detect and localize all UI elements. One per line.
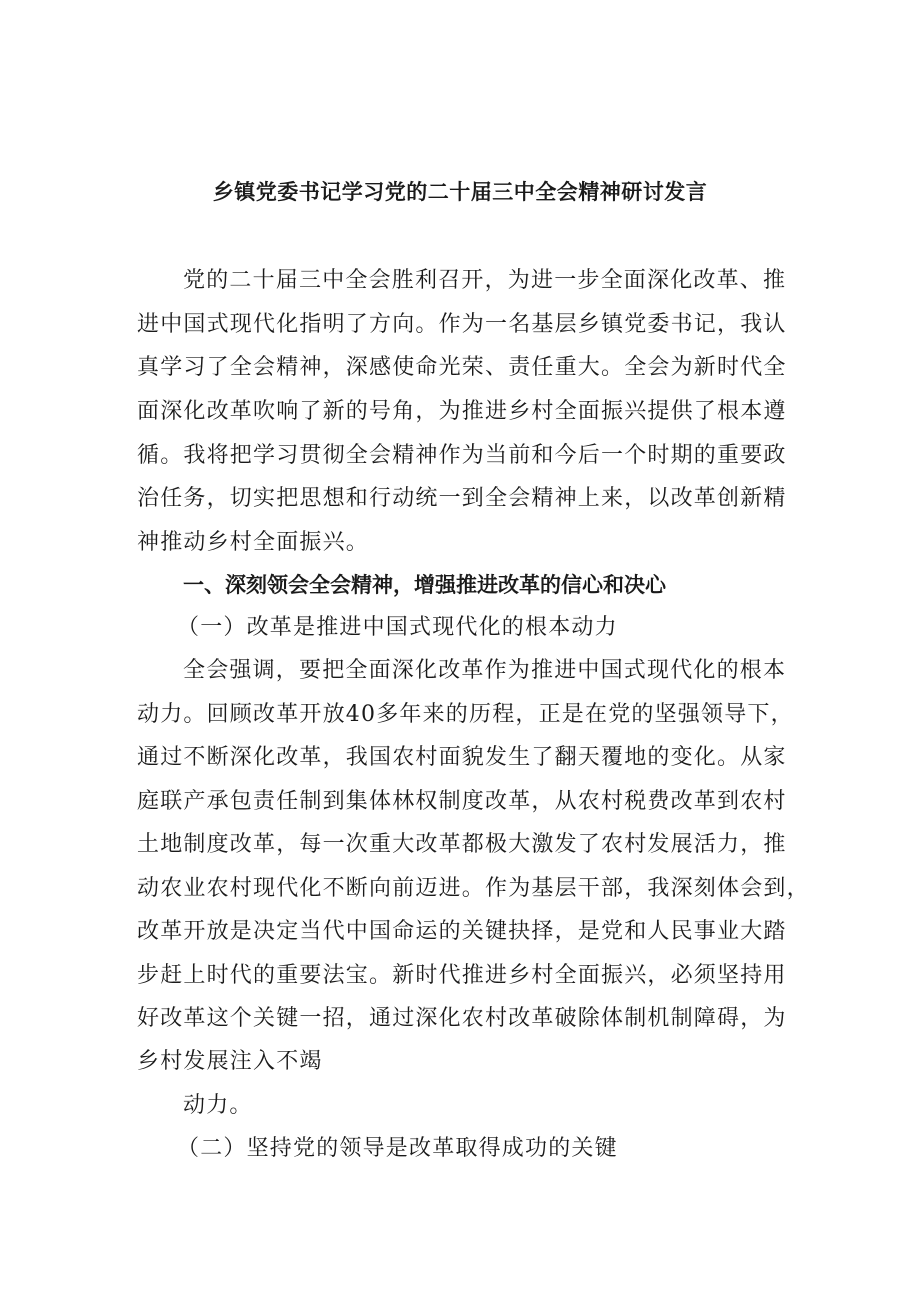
paragraph-line: 党的二十届三中全会胜利召开，为进一步全面深化改革、推 [183,268,787,293]
subsection-heading: （二）坚持党的领导是改革取得成功的关键 [177,1136,618,1161]
paragraph-line: 真学习了全会精神，深感使命光荣、责任重大。全会为新时代全 [137,355,787,380]
paragraph-line: 进中国式现代化指明了方向。作为一名基层乡镇党委书记，我认 [137,312,787,337]
subsection-heading: （一）改革是推进中国式现代化的根本动力 [177,615,618,640]
paragraph-line: 神推动乡村全面振兴。 [137,530,370,555]
paragraph-line: 乡村发展注入不竭 [137,1049,323,1074]
paragraph-line: 土地制度改革，每一次重大改革都极大激发了农村发展活力，推 [137,832,787,857]
paragraph-line: 面深化改革吹响了新的号角，为推进乡村全面振兴提供了根本遵 [137,399,787,424]
section-heading: 一、深刻领会全会精神，增强推进改革的信心和决心 [183,573,666,597]
paragraph-line: 步赶上时代的重要法宝。新时代推进乡村全面振兴，必须坚持用 [137,963,787,988]
paragraph-line: 动农业农村现代化不断向前迈进。作为基层干部，我深刻体会到， [137,876,810,901]
paragraph-line: 治任务，切实把思想和行动统一到全会精神上来，以改革创新精 [137,486,787,511]
paragraph-line: 动力。回顾改革开放40多年来的历程，正是在党的坚强领导下， [137,702,794,727]
page-title: 乡镇党委书记学习党的二十届三中全会精神研讨发言 [212,180,708,204]
paragraph-line: 改革开放是决定当代中国命运的关键抉择，是党和人民事业大踏 [137,919,787,944]
paragraph-line: 通过不断深化改革，我国农村面貌发生了翻天覆地的变化。从家 [137,745,787,770]
paragraph-line: 庭联产承包责任制到集体林权制度改革，从农村税费改革到农村 [137,789,787,814]
paragraph-line: 动力。 [183,1093,253,1118]
paragraph-line: 循。我将把学习贯彻全会精神作为当前和今后一个时期的重要政 [137,443,787,468]
paragraph-line: 全会强调，要把全面深化改革作为推进中国式现代化的根本 [183,658,787,683]
paragraph-line: 好改革这个关键一招，通过深化农村改革破除体制机制障碍，为 [137,1006,787,1031]
